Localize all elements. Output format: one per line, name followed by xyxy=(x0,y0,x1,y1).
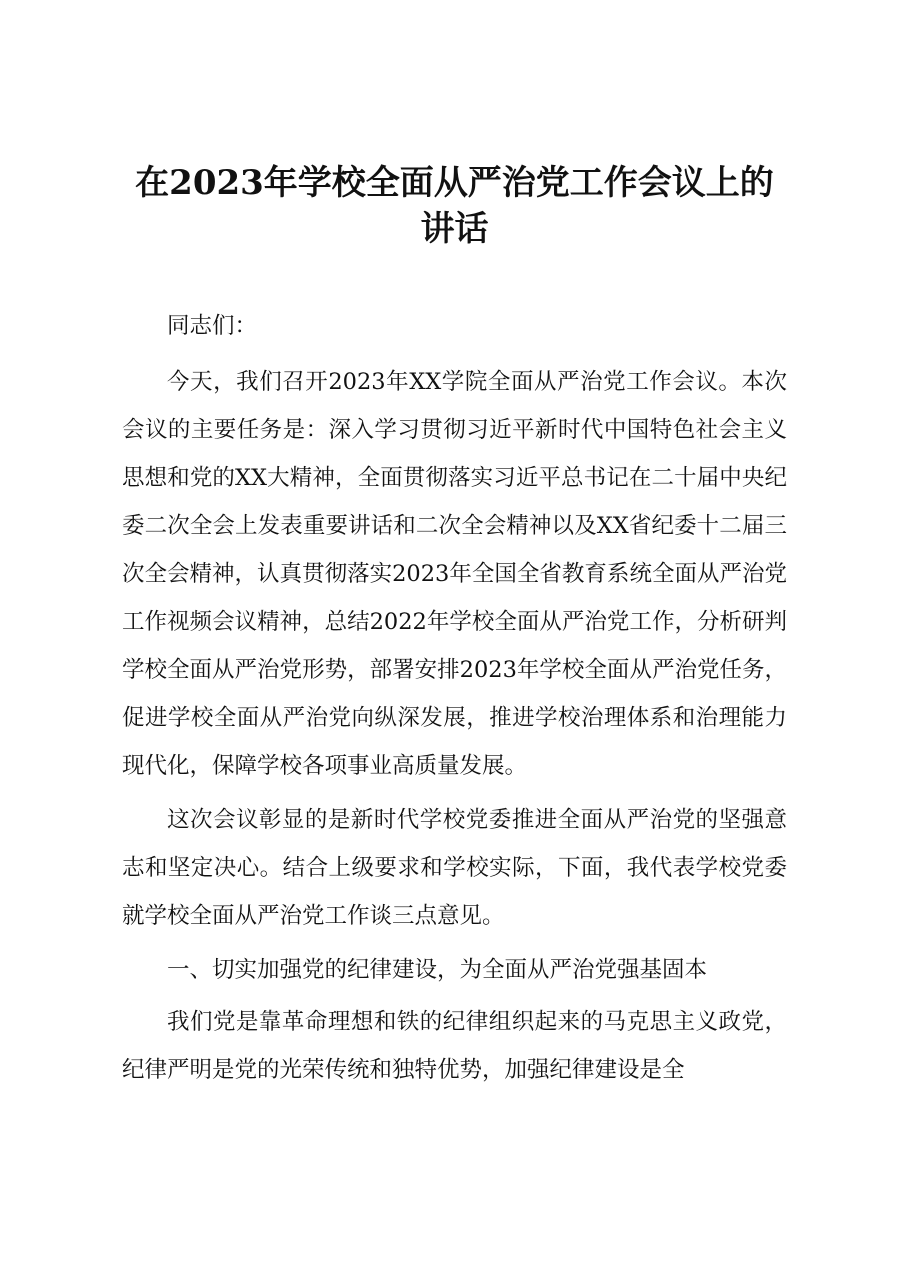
document-body xyxy=(122,302,787,1100)
section-paragraph-1: 我们党是靠革命理想和铁的纪律组织起来的马克思主义政党，纪律严明是党的光荣传统和独特优势，加强纪律建设是全 xyxy=(122,1009,787,1083)
paragraph-intent: 这次会议彰显的是新时代学校党委推进全面从严治党的坚强意志和坚定决心。结合上级要求和学校实际，下面，我代表学校党委就学校全面从严治党工作谈三点意见。 xyxy=(122,807,787,929)
document-title: 在2023年学校全面从严治党工作会议上的讲话 xyxy=(135,163,774,249)
paragraph-opening: 今天，我们召开2023年XX学院全面从严治党工作会议。本次会议的主要任务是：深入学习贯彻习近平新时代中国特色社会主义思想和党的XX大精神，全面贯彻落实习近平总书记在二十届中央纪委二次全会上发表重要讲话和二次全会精神以及XX省纪委十二届三次全会精神，认真贯彻落实2023年全国全省教育系统全面从严治党工作视频会议精神，总结2022年学校全面从严治党工作，分析研判学校全面从严治党形势，部署安排2023年学校全面从严治党任务，促进学校全面从严治党向纵深发展，推进学校治理体系和治理能力现代化，保障学校各项事业高质量发展。 xyxy=(122,369,787,779)
salutation: 同志们： xyxy=(167,313,258,339)
section-heading-1: 一、切实加强党的纪律建设，为全面从严治党强基固本 xyxy=(167,957,708,983)
